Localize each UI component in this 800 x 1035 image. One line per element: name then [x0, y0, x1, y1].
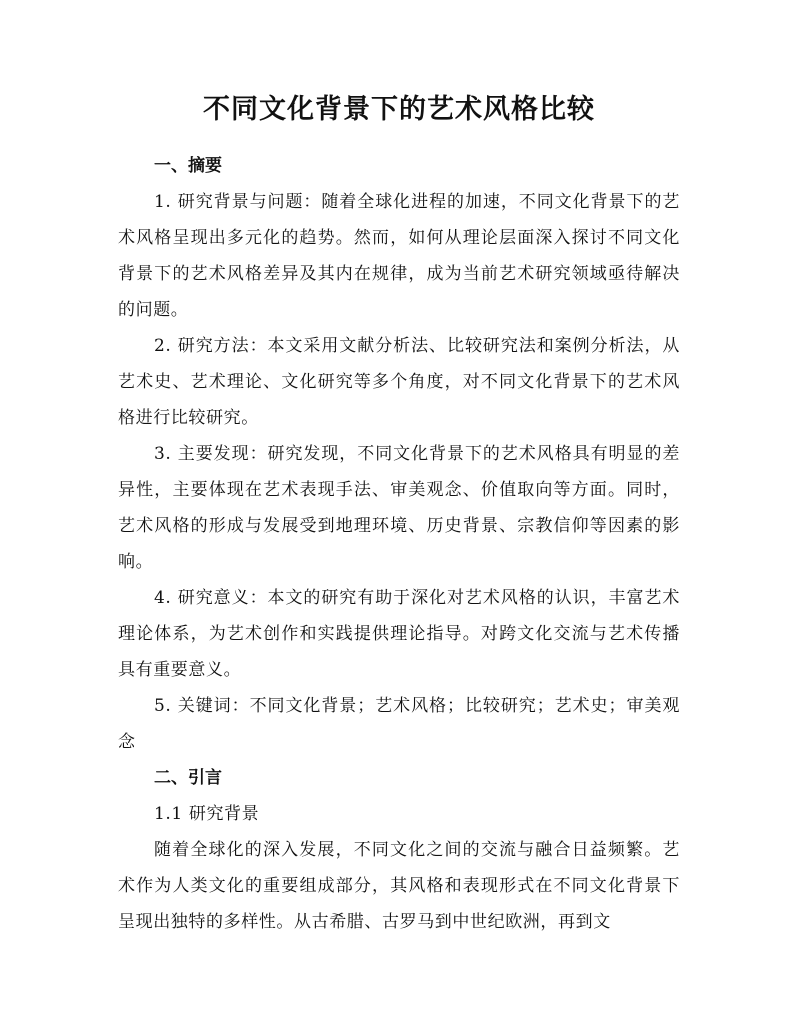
- abstract-item-background: 1. 研究背景与问题：随着全球化进程的加速，不同文化背景下的艺术风格呈现出多元化的趋势。然而，如何从理论层面深入探讨不同文化背景下的艺术风格差异及其内在规律，成为当前艺术研究领域亟待解决的问题。: [118, 192, 680, 320]
- document-page: [118, 88, 680, 940]
- introduction-section: [118, 760, 680, 940]
- abstract-heading: 一、摘要: [154, 156, 222, 176]
- abstract-item-methods: 2. 研究方法：本文采用文献分析法、比较研究法和案例分析法，从艺术史、艺术理论、文化研究等多个角度，对不同文化背景下的艺术风格进行比较研究。: [118, 336, 680, 428]
- introduction-heading: 二、引言: [154, 768, 222, 788]
- research-background-subheading: 1.1 研究背景: [154, 804, 260, 824]
- abstract-section: [118, 148, 680, 760]
- document-title: 不同文化背景下的艺术风格比较: [203, 94, 595, 125]
- introduction-paragraph: 随着全球化的深入发展，不同文化之间的交流与融合日益频繁。艺术作为人类文化的重要组成部分，其风格和表现形式在不同文化背景下呈现出独特的多样性。从古希腊、古罗马到中世纪欧洲，再到文: [118, 840, 680, 932]
- abstract-item-significance: 4. 研究意义：本文的研究有助于深化对艺术风格的认识，丰富艺术理论体系，为艺术创作和实践提供理论指导。对跨文化交流与艺术传播具有重要意义。: [118, 588, 680, 680]
- abstract-item-keywords: 5. 关键词：不同文化背景；艺术风格；比较研究；艺术史；审美观念: [118, 696, 680, 752]
- abstract-item-findings: 3. 主要发现：研究发现，不同文化背景下的艺术风格具有明显的差异性，主要体现在艺术表现手法、审美观念、价值取向等方面。同时，艺术风格的形成与发展受到地理环境、历史背景、宗教信仰等因素的影响。: [118, 444, 680, 572]
